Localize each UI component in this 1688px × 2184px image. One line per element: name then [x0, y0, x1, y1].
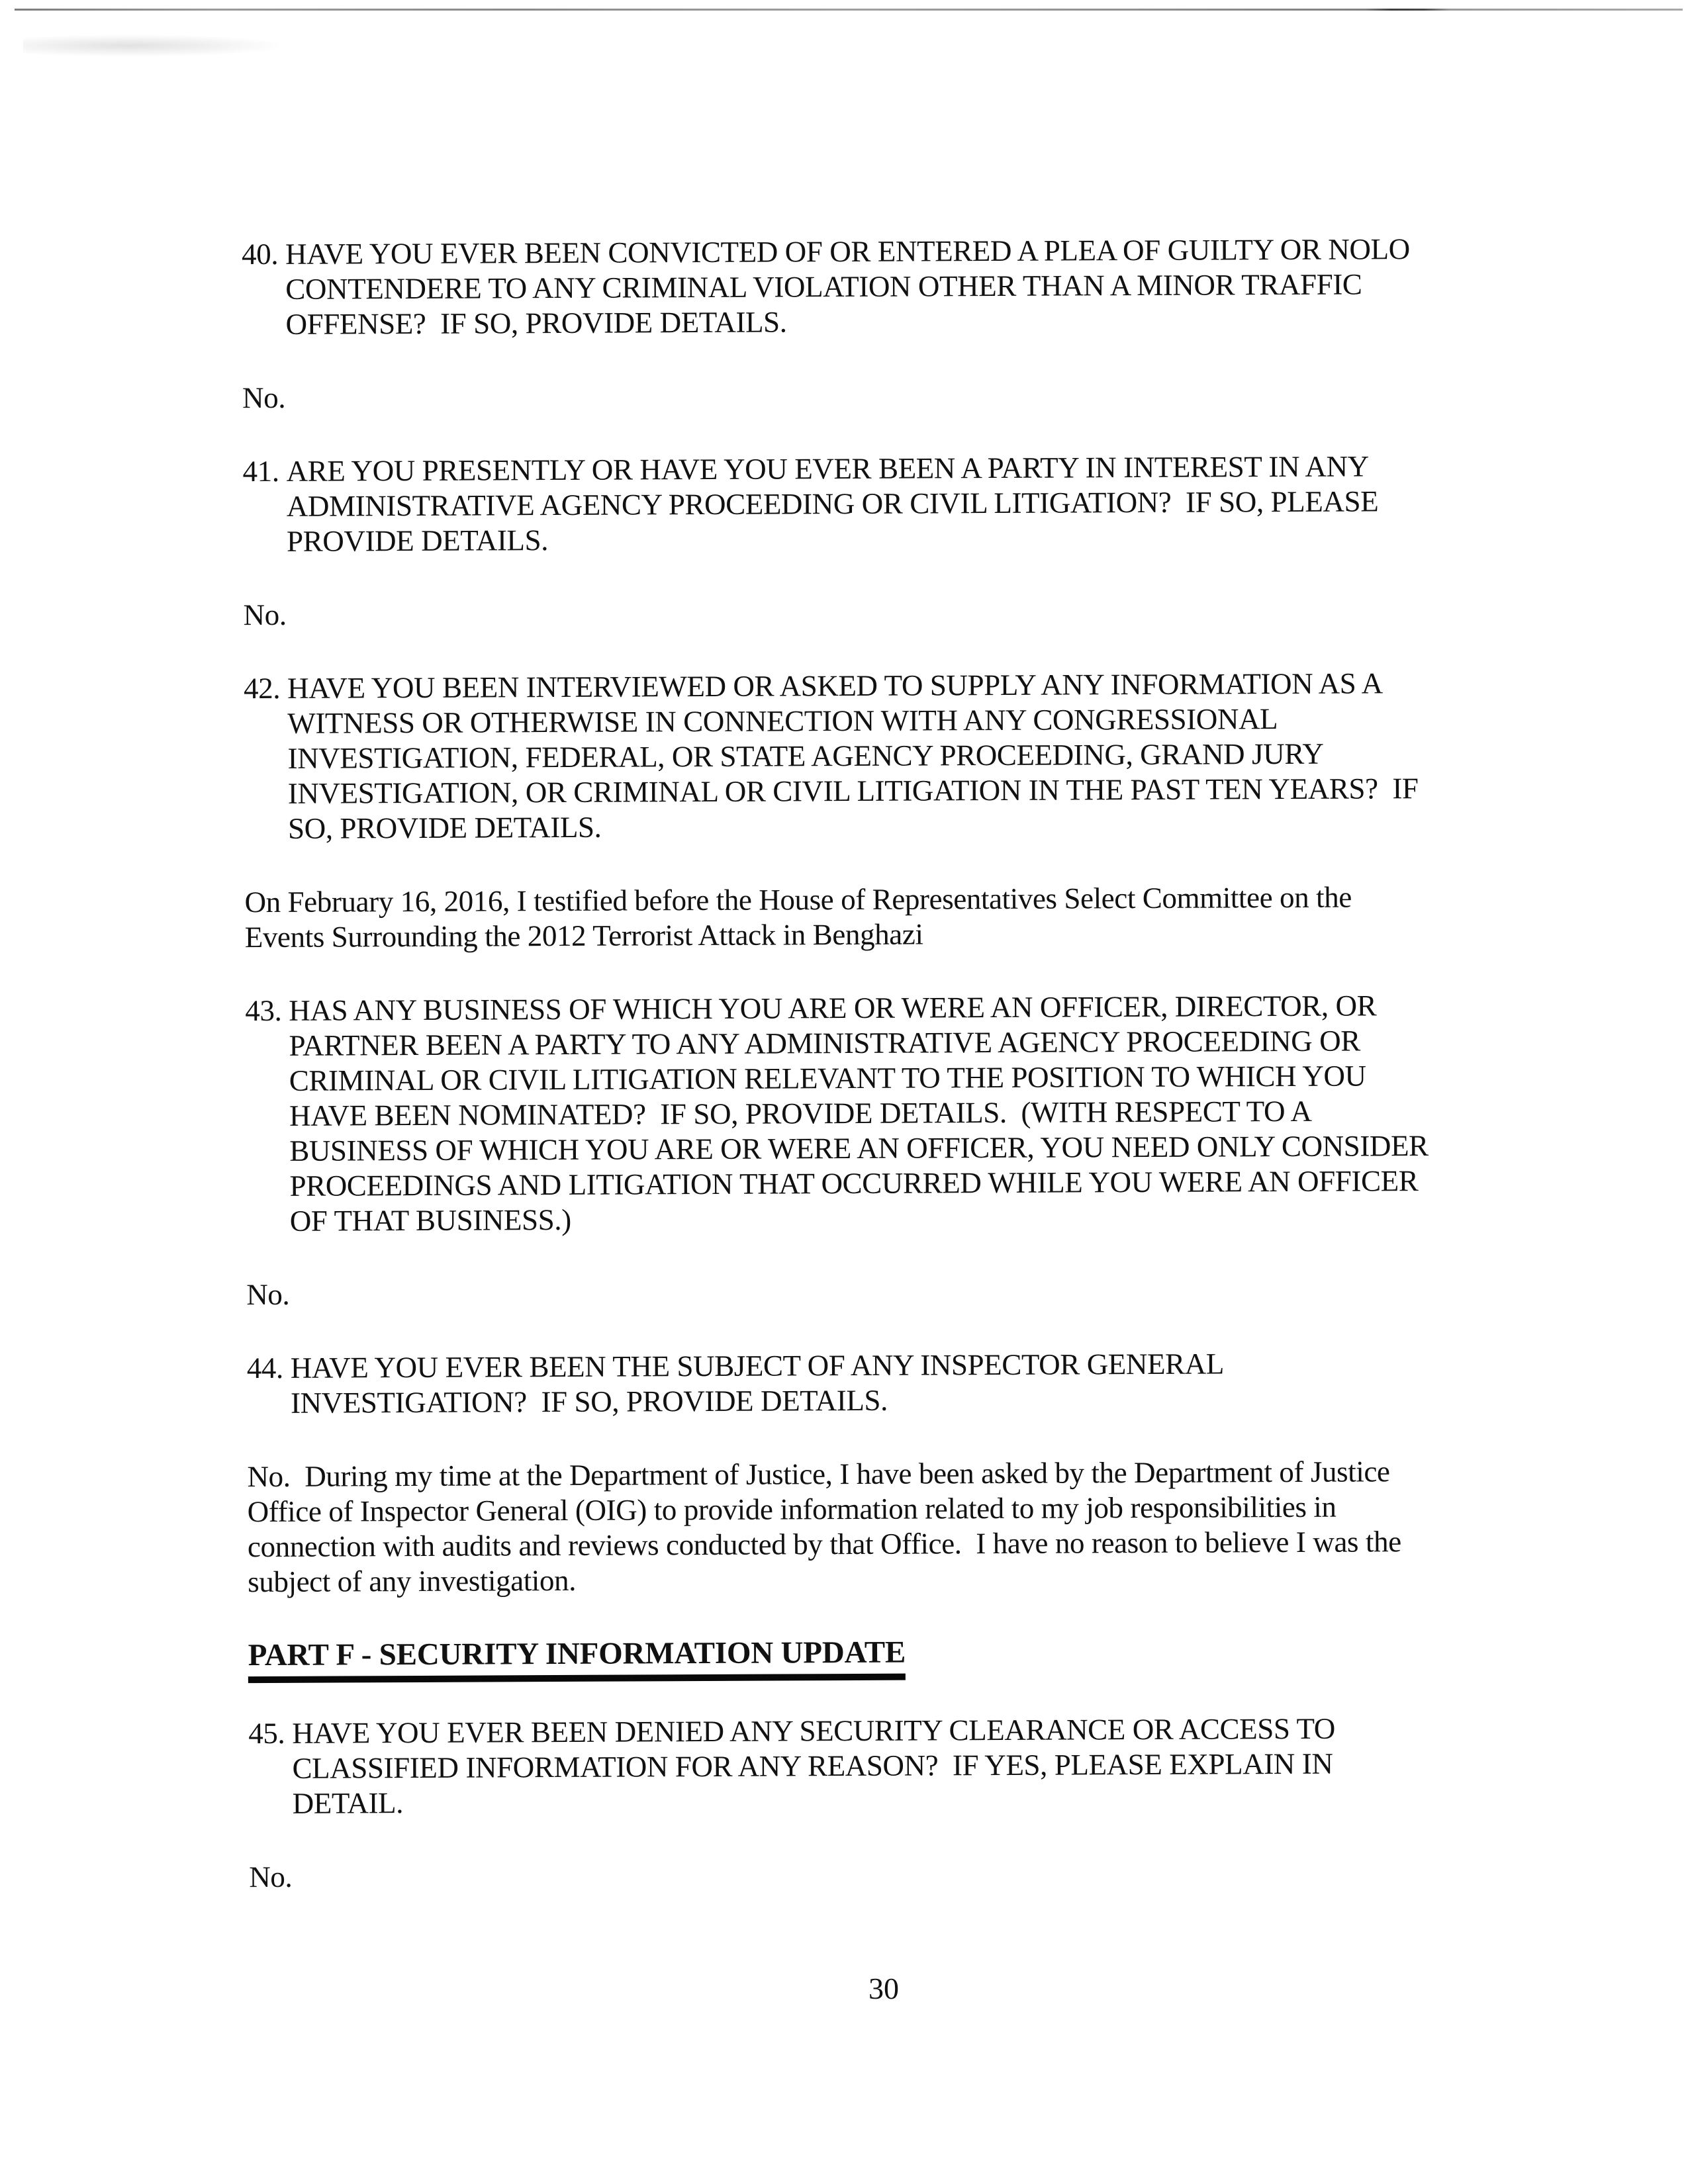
question-item-45 [248, 1710, 1546, 1821]
section-heading-part-f [248, 1631, 1688, 1683]
question-text: HAS ANY BUSINESS OF WHICH YOU ARE OR WERE AN OFFICER, DIRECTOR, OR PARTNER BEEN A PARTY TO ANY ADMINISTRATIVE AGENCY PROCEEDING OR CRIMINAL OR CIVIL LITIGATION RELEVANT TO THE POSITION TO WHICH YOU HAVE BEEN NOMINATED? IF SO, PROVIDE DETAILS. (WITH RESPECT TO A BUSINESS OF WHICH YOU ARE OR WERE AN OFFICER, YOU NEED ONLY CONSIDER PROCEEDINGS AND LITIGATION THAT OCCURRED WHILE YOU WERE AN OFFICER OF THAT BUSINESS.) [289, 989, 1429, 1238]
question-number: 43. [245, 993, 282, 1028]
question-item-43 [245, 987, 1544, 1239]
document-content [0, 230, 1688, 1934]
question-item-44 [247, 1345, 1544, 1421]
question-number: 42. [243, 671, 281, 705]
question-number: 44. [246, 1351, 283, 1385]
question-text: HAVE YOU BEEN INTERVIEWED OR ASKED TO SUPPLY ANY INFORMATION AS A WITNESS OR OTHERWISE IN CONNECTION WITH ANY CONGRESSIONAL INVESTIGATION, FEDERAL, OR STATE AGENCY PROCEEDING, GRAND JURY INVESTIGATION, OR CRIMINAL OR CIVIL LITIGATION IN THE PAST TEN YEARS? IF SO, PROVIDE DETAILS. [287, 666, 1419, 845]
answer-text-45: No. [249, 1860, 293, 1894]
question-number: 40. [242, 237, 279, 271]
question-text: HAVE YOU EVER BEEN DENIED ANY SECURITY CLEARANCE OR ACCESS TO CLASSIFIED INFORMATION FOR ANY REASON? IF YES, PLEASE EXPLAIN IN DETAIL. [292, 1711, 1336, 1820]
page-number: 30 [868, 1972, 899, 2005]
question-text: ARE YOU PRESENTLY OR HAVE YOU EVER BEEN A PARTY IN INTEREST IN ANY ADMINISTRATIVE AGENCY PROCEEDING OR CIVIL LITIGATION? IF SO, PLEASE PROVIDE DETAILS. [286, 449, 1379, 558]
question-number: 45. [248, 1716, 285, 1751]
section-heading-text: PART F - SECURITY INFORMATION UPDATE [248, 1635, 906, 1684]
question-text: HAVE YOU EVER BEEN CONVICTED OF OR ENTERED A PLEA OF GUILTY OR NOLO CONTENDERE TO ANY CRIMINAL VIOLATION OTHER THAN A MINOR TRAFFIC OFFENSE? IF SO, PROVIDE DETAILS. [285, 232, 1410, 341]
question-text: HAVE YOU EVER BEEN THE SUBJECT OF ANY INSPECTOR GENERAL INVESTIGATION? IF SO, PROVIDE DETAILS. [290, 1347, 1225, 1420]
question-item-41 [242, 448, 1540, 559]
scan-smudge [23, 34, 288, 57]
question-number: 41. [242, 454, 279, 488]
answer-text-40: No. [242, 381, 286, 415]
scan-edge-line [15, 9, 1683, 11]
answer-text-44: No. During my time at the Department of Justice, I have been asked by the Department of Justice Office of Inspector General (OIG) to provide information related to my job responsibilities in connection with audits and reviews conducted by that Office. I have no reason to believe I was the subject of any investigation. [247, 1455, 1401, 1599]
answer-text-41: No. [243, 598, 287, 632]
answer-text-42: On February 16, 2016, I testified before the House of Representatives Select Committee on the Events Surrounding the 2012 Terrorist Attack in Benghazi [244, 880, 1352, 954]
question-item-40 [242, 231, 1540, 342]
question-item-42 [244, 665, 1542, 846]
answer-text-43: No. [246, 1277, 290, 1312]
